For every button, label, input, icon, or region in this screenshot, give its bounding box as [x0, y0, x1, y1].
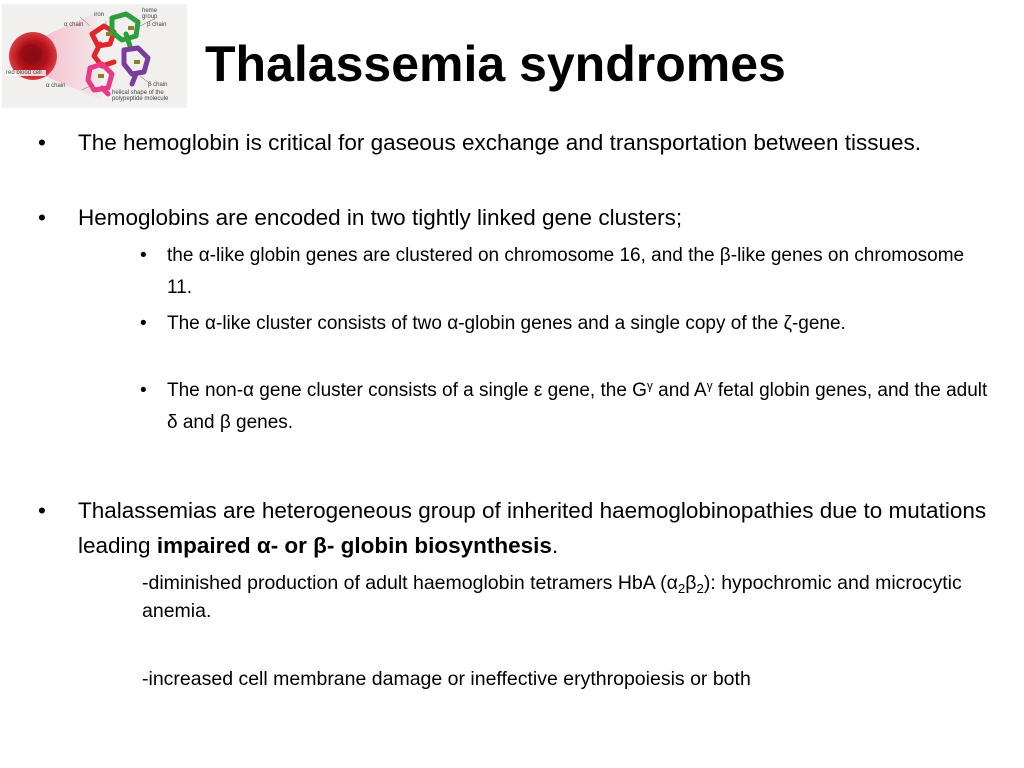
slide-title: Thalassemia syndromes — [205, 36, 786, 92]
heme-groups — [98, 26, 140, 78]
beta-chain-purple — [124, 48, 148, 84]
note-diminished-production: -diminished production of adult haemoglobin tetramers HbA $(\alpha_2\beta_2)$: hypochromic and microcytic anemia. — [142, 572, 962, 622]
figure-label-heme-group: heme group — [142, 8, 158, 20]
figure-label-beta-chain: β chain — [147, 22, 167, 28]
subbullet-text: The α-like cluster consists of two α-globin genes and a single copy of the ζ-gene. — [167, 313, 846, 334]
bullet-marker: • — [38, 498, 46, 523]
bullet-text: The hemoglobin is critical for gaseous exchange and transportation between tissues. — [78, 130, 921, 155]
subbullet-marker: • — [140, 313, 147, 334]
note-membrane-damage: -increased cell membrane damage or ineffective erythropoiesis or both — [142, 668, 751, 690]
bullet-thalassemias-definition — [38, 493, 988, 563]
bullet-marker: • — [38, 205, 46, 230]
figure-label-iron: iron — [94, 12, 105, 18]
figure-label-helical-shape: helical shape of the polypeptide molecule — [112, 90, 169, 102]
figure-label-alpha-chain-top: α chain — [64, 22, 84, 28]
bullet-text: Thalassemias are heterogeneous group of inherited haemoglobinopathies due to mutations leading impaired α- or β- globin biosynthesis. — [78, 498, 987, 558]
bullet-text: Hemoglobins are encoded in two tightly linked gene clusters; — [78, 205, 683, 230]
subbullet-alpha-cluster — [140, 308, 990, 340]
bullet-hemoglobin-function — [38, 125, 988, 160]
bold-emphasis: impaired α- or β- globin biosynthesis — [156, 533, 552, 558]
figure-label-alpha-chain-bottom: α chain — [46, 83, 66, 89]
subbullet-text: The non-α gene cluster consists of a single ε gene, the $G^\gamma$ and $A^\gamma$ fetal globin genes, and the adult δ and β genes. — [167, 379, 988, 433]
beta-chain-green — [112, 14, 138, 46]
figure-label-red-blood-cell: red blood cell — [6, 70, 46, 76]
hemoglobin-figure — [2, 4, 187, 108]
bullet-gene-clusters — [38, 200, 988, 235]
subbullet-marker: • — [140, 380, 147, 401]
subbullet-marker: • — [140, 245, 147, 266]
figure-label-beta-chain-bottom: β chain — [148, 82, 168, 88]
bullet-marker: • — [38, 130, 46, 155]
subbullet-non-alpha-cluster — [140, 375, 990, 439]
subbullet-text: the α-like globin genes are clustered on chromosome 16, and the β-like genes on chromosome 11. — [167, 245, 965, 298]
subbullet-chromosomes — [140, 240, 990, 304]
